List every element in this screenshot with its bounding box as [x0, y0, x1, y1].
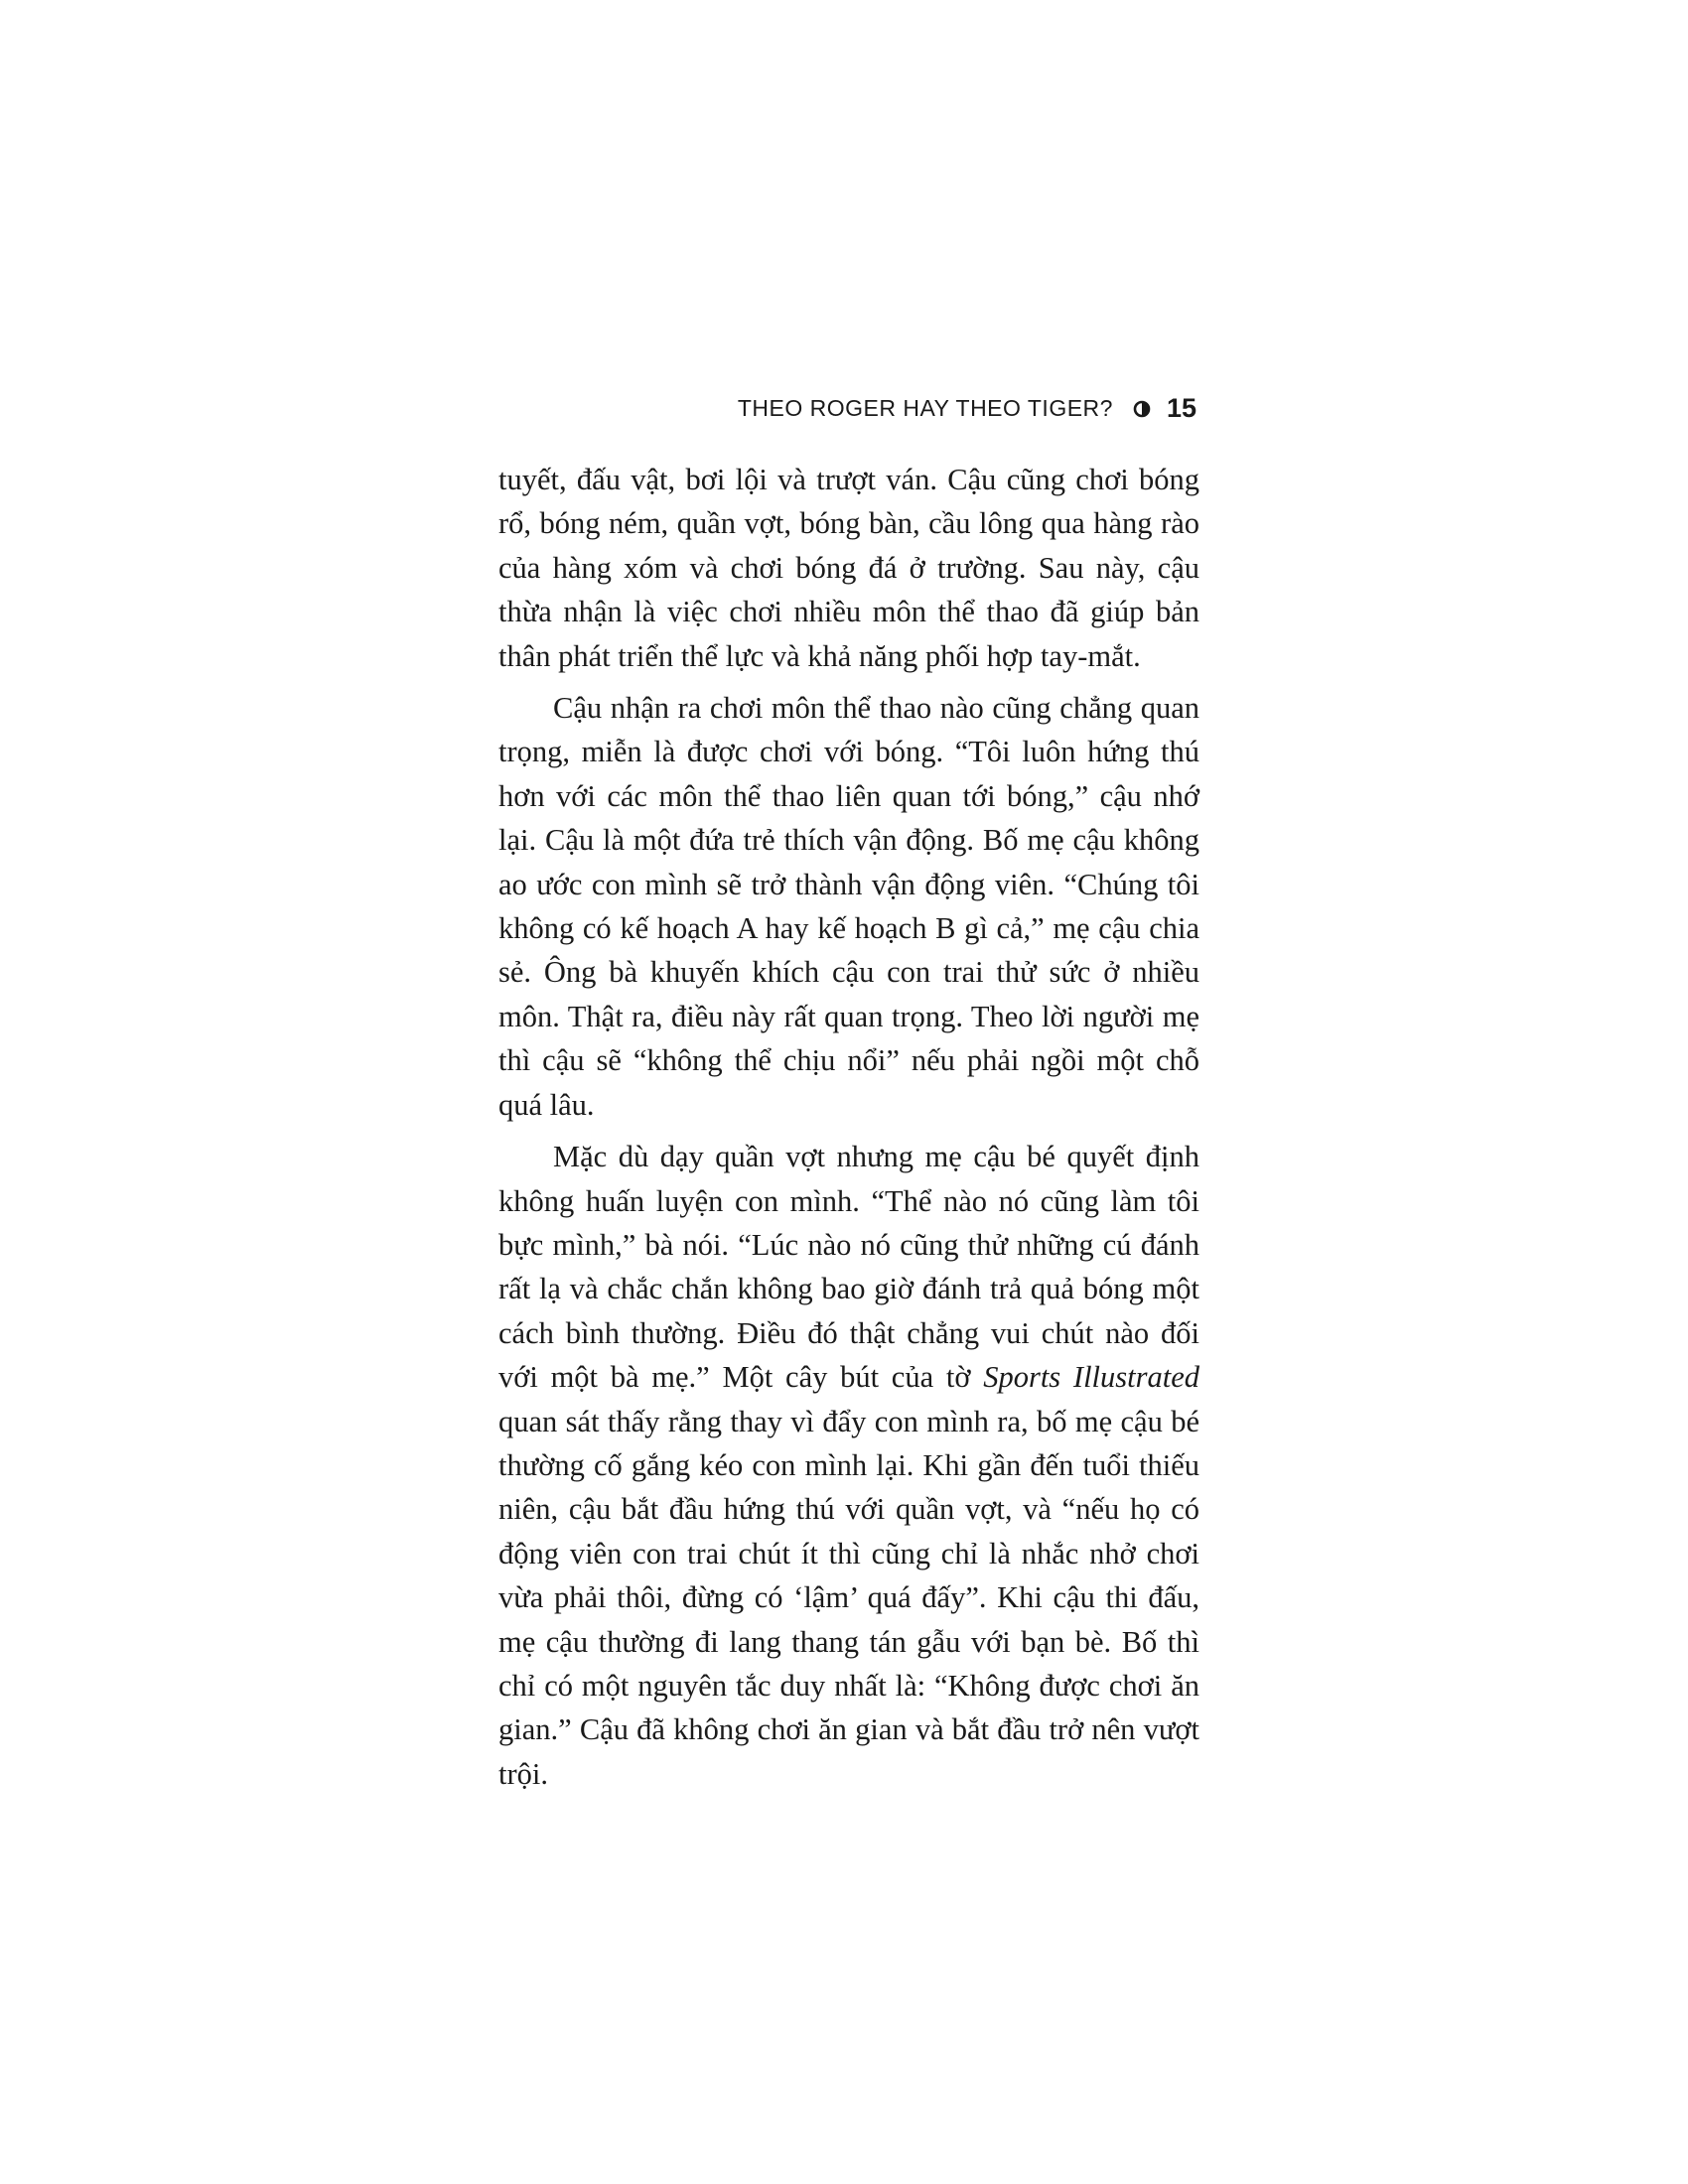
paragraph-3: [498, 1135, 1199, 1796]
paragraph-1: tuyết, đấu vật, bơi lội và trượt ván. Cậu cũng chơi bóng rổ, bóng ném, quần vợt, bóng bàn, cầu lông qua hàng rào của hàng xóm và chơi bóng đá ở trường. Sau này, cậu thừa nhận là việc chơi nhiều môn thể thao đã giúp bản thân phát triển thể lực và khả năng phối hợp tay-mắt.: [498, 463, 1199, 673]
running-header: [496, 393, 1196, 424]
paragraph-2: Cậu nhận ra chơi môn thể thao nào cũng chẳng quan trọng, miễn là được chơi với bóng. “Tôi luôn hứng thú hơn với các môn thể thao liên quan tới bóng,” cậu nhớ lại. Cậu là một đứa trẻ thích vận động. Bố mẹ cậu không ao ước con mình sẽ trở thành vận động viên. “Chúng tôi không có kế hoạch A hay kế hoạch B gì cả,” mẹ cậu chia sẻ. Ông bà khuyến khích cậu con trai thử sức ở nhiều môn. Thật ra, điều này rất quan trọng. Theo lời người mẹ thì cậu sẽ “không thể chịu nổi” nếu phải ngồi một chỗ quá lâu.: [498, 691, 1199, 1122]
running-title: THEO ROGER HAY THEO TIGER?: [737, 395, 1113, 421]
half-circle-icon: [1133, 400, 1151, 418]
paragraph-3-text-after: quan sát thấy rằng thay vì đẩy con mình ra, bố mẹ cậu bé thường cố gắng kéo con mình lại. Khi gần đến tuổi thiếu niên, cậu bắt đầu hứng thú với quần vợt, và “nếu họ có động viên con trai chút ít thì cũng chỉ là nhắc nhở chơi vừa phải thôi, đừng có ‘lậm’ quá đấy”. Khi cậu thi đấu, mẹ cậu thường đi lang thang tán gẫu với bạn bè. Bố thì chỉ có một nguyên tắc duy nhất là: “Không được chơi ăn gian.” Cậu đã không chơi ăn gian và bắt đầu trở nên vượt trội.: [498, 1404, 1199, 1791]
page-number: 15: [1166, 393, 1196, 423]
body-text: [498, 458, 1199, 1804]
paragraph-3-text-before: Mặc dù dạy quần vợt nhưng mẹ cậu bé quyết định không huấn luyện con mình. “Thể nào nó cũng làm tôi bực mình,” bà nói. “Lúc nào nó cũng thử những cú đánh rất lạ và chắc chắn không bao giờ đánh trả quả bóng một cách bình thường. Điều đó thật chẳng vui chút nào đối với một bà mẹ.” Một cây bút của tờ: [498, 1140, 1199, 1395]
magazine-title: Sports Illustrated: [983, 1360, 1199, 1395]
